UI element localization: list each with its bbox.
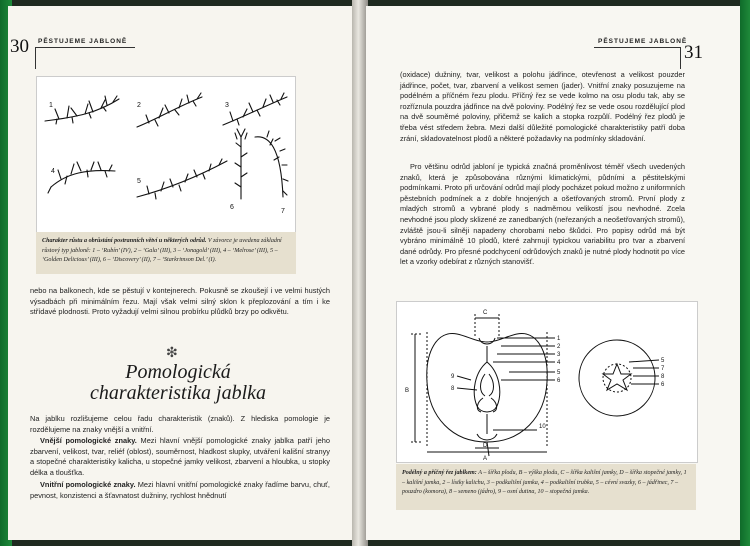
label-4: 4 [557, 360, 561, 366]
right-page [366, 6, 740, 540]
heading-line-1: Pomologická [125, 361, 231, 383]
caption-bold: Podélný a příčný řez jablkem: [402, 470, 477, 476]
label-1: 1 [557, 336, 561, 342]
label-D: D [483, 443, 488, 449]
label-A: A [483, 456, 488, 462]
tree-label-4: 4 [51, 168, 55, 175]
label-10: 10 [539, 424, 546, 430]
paragraph-3 [30, 436, 330, 478]
label-6b: 6 [661, 382, 665, 388]
label-9: 9 [451, 374, 455, 380]
paragraph-4 [30, 480, 330, 501]
label-6: 6 [557, 378, 561, 384]
label-3: 3 [557, 352, 561, 358]
tree-label-3: 3 [225, 102, 229, 109]
tree-label-7: 7 [281, 208, 285, 215]
header-rule [35, 47, 135, 48]
tree-label-5: 5 [137, 178, 141, 185]
tree-label-1: 1 [49, 102, 53, 109]
label-7: 7 [661, 366, 665, 372]
page-number: 30 [10, 36, 29, 57]
label-8b: 8 [661, 374, 665, 380]
label-5b: 5 [661, 358, 665, 364]
ornament-icon: ❇ [166, 344, 178, 360]
header-vrule [35, 47, 36, 69]
para3-text: Mezi hlavní vnější pomologické znaky jablka patří jeho zbarvení, velikost, tvar, reliéf (oblost), souměrnost, hladkost slupky, utváření kališní stranyy a stopečné charakteristiky kalicha, u stopečné jamky velikost, zbarvení a hloubka, u stopky délka a tloušťka. [30, 436, 330, 477]
heading-line-2: charakteristika jablka [89, 382, 267, 404]
paragraph-2: Pro většinu odrůd jabloní je typická značná proměnlivost téměř všech uvedených znaků, která je způsobována různými klimatickými, půdními a pěstitelskými podmínkami. Proto při určování odrůd mají plody pocházet pokud možno z uniformních pěstebních podmínek a z dobře hnojených a ošetřovaných stromů. První plody z mladých stromů a vybrané plody s nadměrnou velikostí jsou nevhodné. Zcela nevhodné jsou plody sklizené ze zanedbaných (neřezaných a neošetřovaných stromů), zvláště jsou-li silněji napadeny chorobami nebo škůdci. Pro popisy odrůd má být vybráno minimálně 10 plodů, které zahrnují typickou variabilitu pro tvar a zbarvení dané odrůdy. Pro přesné podchycení odrůdových znaků je nutné plody hodnotit po více let a vzorky odebírat z různých stanovišť. [400, 162, 686, 267]
label-C: C [483, 310, 488, 316]
paragraph-1: nebo na balkonech, kde se pěstují v kontejnerech. Pokusně se zkoušejí i ve velmi hustých výsadbách při minimálním řezu. Mají však velmi silný sklon k přeplozování a tím i ke střídavé plodnosti. Proto vyžadují velmi silnou probírku plůdků brzy po odkvětu. [30, 286, 330, 317]
label-8: 8 [451, 386, 455, 392]
diagram-caption [396, 464, 696, 510]
running-head: PĚSTUJEME JABLONĚ [38, 38, 128, 45]
page-number: 31 [684, 42, 703, 63]
label-2: 2 [557, 344, 561, 350]
label-B: B [405, 388, 410, 394]
paragraph-2: Na jablku rozlišujeme celou řadu charakteristik (znaků). Z hlediska pomologie je rozdělujeme na znaky vnější a vnitřní. [30, 414, 330, 434]
tree-growth-figure [36, 76, 296, 233]
header-rule [594, 47, 680, 48]
para4-text: Mezi hlavní vnitřní pomologické znaky řadíme barvu, chuť, pevnost, konzistenci a šťavnatost dužniny, rychlost hnědnutí [30, 480, 330, 500]
label-5: 5 [557, 370, 561, 376]
running-head: PĚSTUJEME JABLONĚ [598, 38, 688, 45]
paragraph-1: (oxidace) dužniny, tvar, velikost a polohu jádřince, otevřenost a velikost pouzder jádřince, počet, tvar, zbarvení a velikost semen (jader). Vnitřní znaky posuzujeme na podélném a příčném řezu plodu. Příčný řez se vede kolmo na osu plodu tak, aby se rozříznula pouzdra jádřince na dvě poloviny. Podélný řez se vede osou rozdělující plod na dvě souměrné poloviny, přičemž se kalich a stopka rozpůlí. Podélný řez plodů je třeba vést středem žebra. Mezi další důležité pomologické charakteristiky patří doba zrání, skladovatelnost plodů a některé požadavky na podmínky skladování. [400, 70, 685, 143]
caption-bold: Charakter růstu a obrůstání postranních větví u některých odrůd. [42, 238, 207, 244]
caption-text: A – šířka plodu, B – výška plodu, C – šířka kališní jamky, D – šířka stopečné jamky, 1 – kališní jamka, 2 – lístky kalichu, 3 – podkališní jamka, 4 – podkališní trubka, 5 – cévní svazky, 6 – jádřinec, 7 – pouzdro (komora), 8 – semeno (jádro), 9 – osní dutina, 10 – stopečná jamka. [402, 470, 687, 496]
cover-edge-right [740, 0, 750, 546]
tree-label-6: 6 [230, 204, 234, 211]
tree-label-2: 2 [137, 102, 141, 109]
caption-text: V závorce je uvedena základní růstový typ jabloně: 1 – ‘Rubín’ (IV), 2 – ‘Gala’ (III), 3 – ‘Jonagold’ (III), 4 – ‘Melrose’ (III), 5 – ‘Golden Delicious’ (III), 6 – ‘Discovery’ (II), 7 – ‘Starkrimson Del.’ (I). [42, 238, 282, 264]
header-vrule [680, 47, 681, 69]
section-heading [68, 362, 288, 404]
apple-cross-section-diagram [396, 301, 698, 463]
para4-bold: Vnitřní pomologické znaky. [40, 480, 136, 489]
left-page [8, 6, 353, 540]
figure-caption [36, 232, 296, 274]
para3-bold: Vnější pomologické znaky. [40, 436, 137, 445]
